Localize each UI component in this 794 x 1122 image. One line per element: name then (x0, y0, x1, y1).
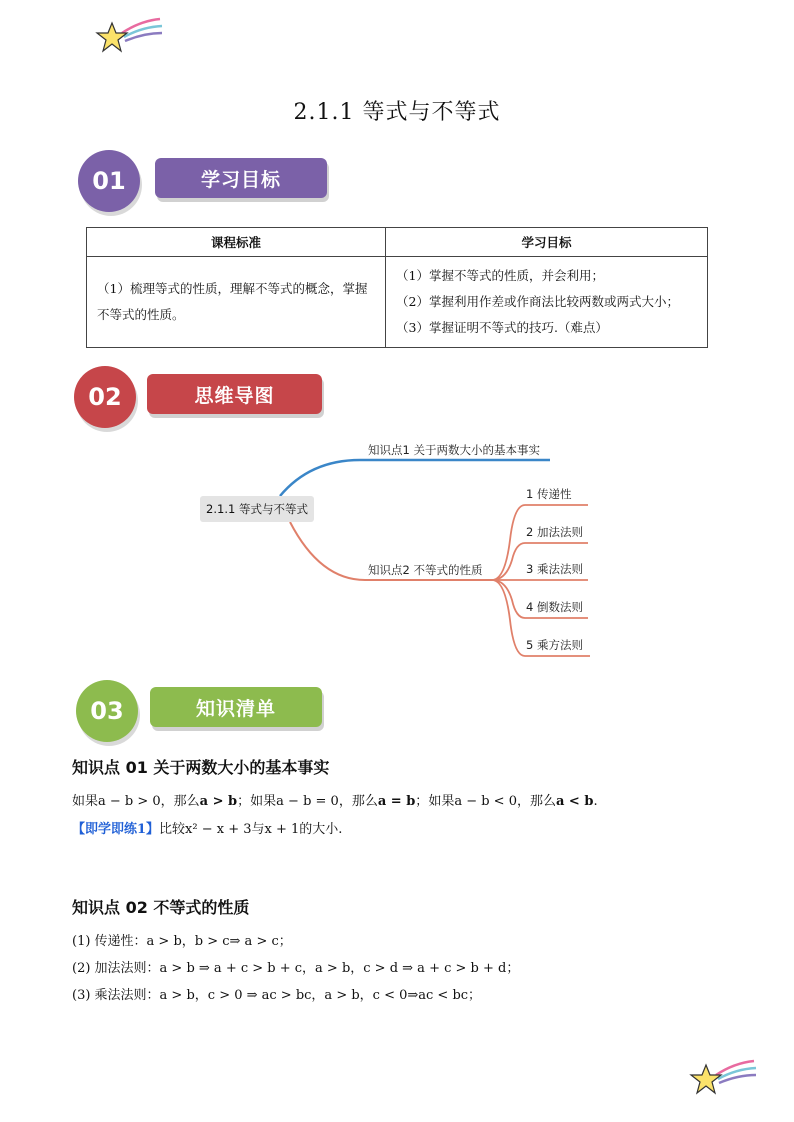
mindmap-branch1-line (280, 460, 550, 496)
goals-header-standard: 课程标准 (87, 228, 386, 257)
fact-separator: . (593, 794, 598, 809)
exercise-1 (72, 818, 342, 837)
kp1-facts (72, 790, 598, 809)
objective-item: （1）掌握不等式的性质，并会利用； (396, 268, 604, 283)
fact-result: a = b (377, 794, 416, 809)
fact-separator: ； (237, 794, 251, 809)
fact-condition: 如果a − b = 0，那么 (250, 794, 378, 809)
fact-separator: ； (415, 794, 429, 809)
section-01-badge: 01 (78, 150, 140, 212)
fact-condition: 如果a − b < 0，那么 (428, 794, 556, 809)
mindmap-branch2: 知识点2 不等式的性质 (368, 563, 483, 577)
objective-item: （3）掌握证明不等式的技巧.（难点） (396, 320, 608, 335)
kp1-heading: 知识点 01 关于两数大小的基本事实 (72, 758, 330, 777)
section-03-badge: 03 (76, 680, 138, 742)
page-title: 2.1.1 等式与不等式 (293, 100, 501, 125)
section-02-title: 思维导图 (147, 374, 322, 414)
section-02-badge: 02 (74, 366, 136, 428)
goals-header-objective: 学习目标 (386, 228, 708, 257)
star-decoration-bottom (686, 1057, 758, 1099)
fact-result: a > b (199, 794, 238, 809)
mindmap-leaf: 5 乘方法则 (526, 638, 583, 652)
rule-multiplication: (3) 乘法法则：a > b，c > 0 ⇒ ac > bc，a > b，c < 0⇒ac < bc； (72, 988, 482, 1003)
fact-condition: 如果a − b > 0，那么 (72, 794, 200, 809)
mindmap-leaf: 4 倒数法则 (526, 600, 583, 614)
mindmap-branch1: 知识点1 关于两数大小的基本事实 (368, 443, 540, 457)
exercise-text: 比较x² − x + 3与x + 1的大小. (159, 822, 343, 837)
mindmap-root: 2.1.1 等式与不等式 (200, 496, 314, 522)
mindmap-leaf: 3 乘法法则 (526, 562, 583, 576)
kp2-heading: 知识点 02 不等式的性质 (72, 898, 250, 917)
course-standard-cell: （1）梳理等式的性质，理解不等式的概念，掌握不等式的性质。 (87, 257, 386, 348)
exercise-tag: 【即学即练1】 (72, 822, 160, 837)
rule-transitivity: (1) 传递性：a > b，b > c⇒ a > c； (72, 934, 292, 949)
objective-item: （2）掌握利用作差或作商法比较两数或两式大小； (396, 294, 679, 309)
section-01-title: 学习目标 (155, 158, 327, 198)
mindmap-leaf: 1 传递性 (526, 487, 572, 501)
fact-result: a < b (555, 794, 594, 809)
rule-addition: (2) 加法法则：a > b ⇒ a + c > b + c，a > b，c > d ⇒ a + c > b + d； (72, 961, 520, 976)
section-03-title: 知识清单 (150, 687, 322, 727)
mindmap-leaf: 2 加法法则 (526, 525, 583, 539)
